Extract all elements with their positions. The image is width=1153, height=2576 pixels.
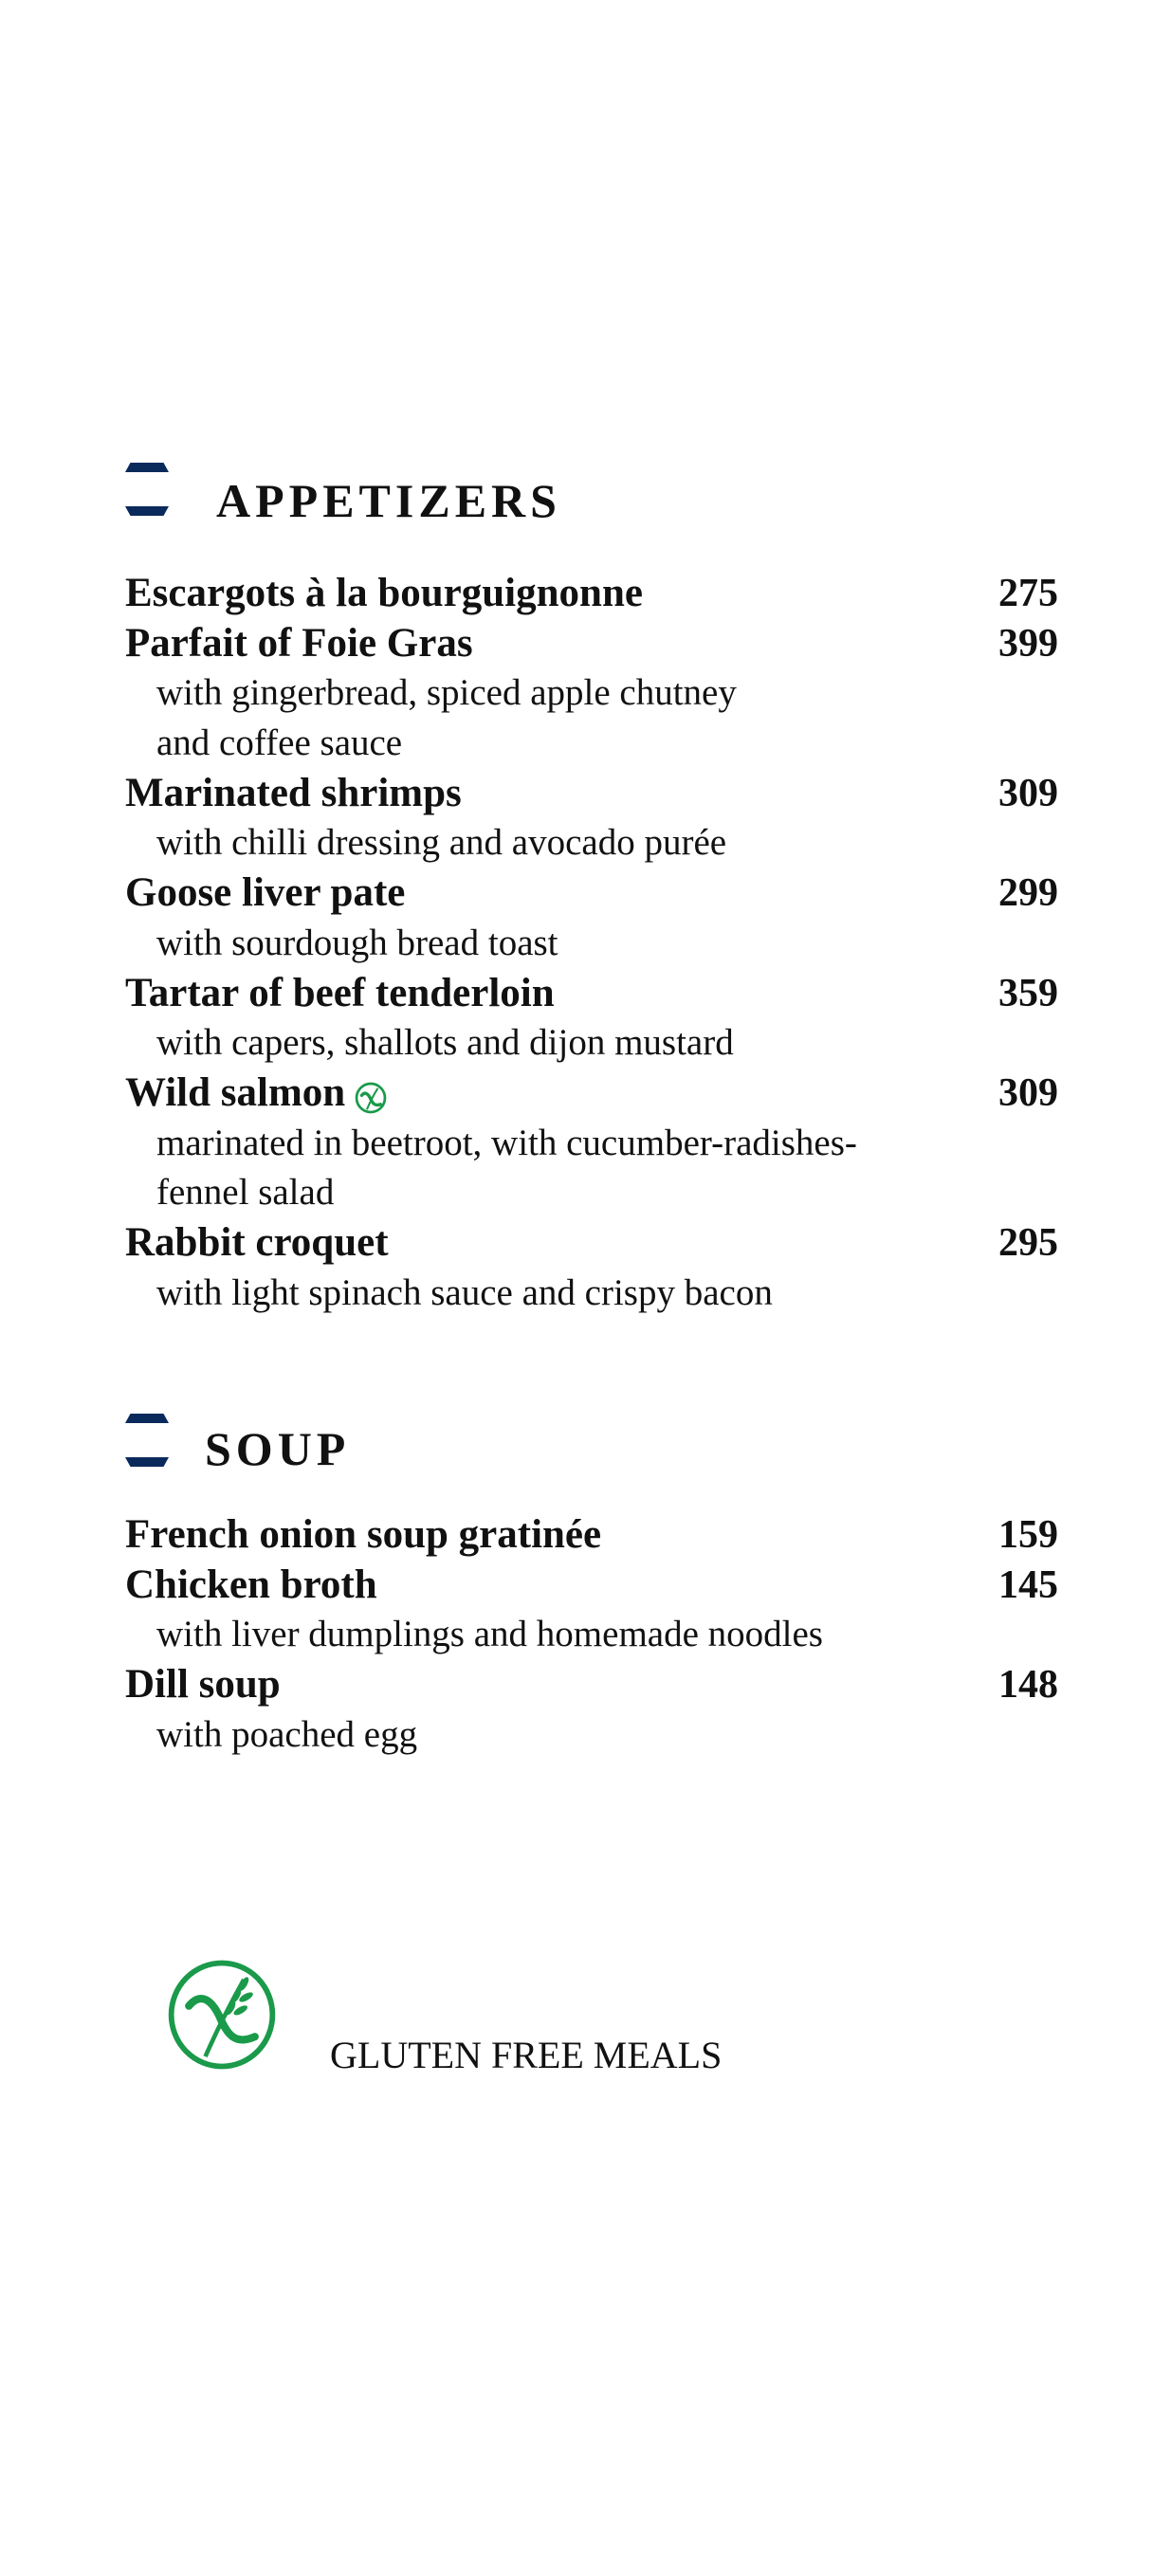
gluten-free-icon: [167, 1960, 277, 2070]
gluten-free-icon: [355, 1077, 387, 1109]
menu-item: [125, 769, 1058, 819]
item-name: [125, 569, 643, 619]
item-name-text: Escargots à la bourguignonne: [125, 571, 643, 615]
item-price: 295: [998, 1220, 1058, 1265]
item-price: 159: [998, 1513, 1058, 1557]
item-price: 309: [998, 771, 1058, 815]
item-description: fennel salad: [156, 1172, 335, 1214]
item-name-text: Tartar of beef tenderloin: [125, 970, 555, 1015]
menu-item: [125, 569, 1058, 619]
menu-item: [125, 1660, 1058, 1710]
item-name-text: Goose liver pate: [125, 870, 406, 916]
soup-list: [125, 1510, 1058, 1760]
item-name: [125, 1660, 281, 1710]
item-description: with sourdough bread toast: [156, 922, 558, 963]
item-price: 275: [998, 572, 1058, 615]
section-icon-appetizers: [125, 463, 169, 516]
item-name: [125, 769, 462, 819]
item-name: [125, 619, 473, 669]
menu-item: [125, 1561, 1058, 1611]
item-name: [125, 1218, 389, 1269]
item-name: [125, 1561, 377, 1611]
menu-item: [125, 1069, 1058, 1119]
item-description: with chilli dressing and avocado purée: [156, 822, 727, 864]
item-price: 145: [998, 1562, 1058, 1607]
item-name: [125, 1069, 387, 1119]
section-title-soup: SOUP: [205, 1422, 351, 1475]
item-name-text: French onion soup gratinée: [125, 1512, 602, 1557]
item-name: [125, 1510, 601, 1561]
menu-item: [125, 1510, 1058, 1561]
item-price: 399: [998, 621, 1058, 666]
item-description: and coffee sauce: [156, 722, 403, 764]
item-description: with capers, shallots and dijon mustard: [156, 1022, 734, 1064]
item-description: marinated in beetroot, with cucumber-radishes-: [156, 1122, 857, 1163]
item-name: [125, 969, 555, 1019]
item-price: 359: [998, 971, 1058, 1015]
legend-label: GLUTEN FREE MEALS: [330, 2034, 723, 2076]
item-price: 299: [998, 871, 1058, 916]
section-icon-soup: [125, 1414, 169, 1467]
item-name-text: Marinated shrimps: [125, 770, 462, 815]
appetizers-list: [125, 569, 1058, 1318]
item-name-text: Chicken broth: [125, 1562, 377, 1607]
item-price: 148: [998, 1663, 1058, 1708]
menu-item: [125, 868, 1058, 919]
section-title-appetizers: APPETIZERS: [216, 474, 561, 527]
item-name-text: Wild salmon: [125, 1069, 346, 1115]
item-price: 309: [998, 1070, 1058, 1115]
item-description: with gingerbread, spiced apple chutney: [156, 672, 737, 714]
menu-item: [125, 619, 1058, 669]
item-description: with light spinach sauce and crispy bacon: [156, 1271, 773, 1313]
item-name-text: Rabbit croquet: [125, 1219, 389, 1265]
menu-item: [125, 969, 1058, 1019]
item-name-text: Dill soup: [125, 1662, 281, 1708]
menu-item: [125, 1218, 1058, 1269]
item-name: [125, 868, 405, 919]
item-description: with poached egg: [156, 1713, 418, 1755]
item-description: with liver dumplings and homemade noodles: [156, 1614, 823, 1655]
item-name-text: Parfait of Foie Gras: [125, 620, 473, 666]
